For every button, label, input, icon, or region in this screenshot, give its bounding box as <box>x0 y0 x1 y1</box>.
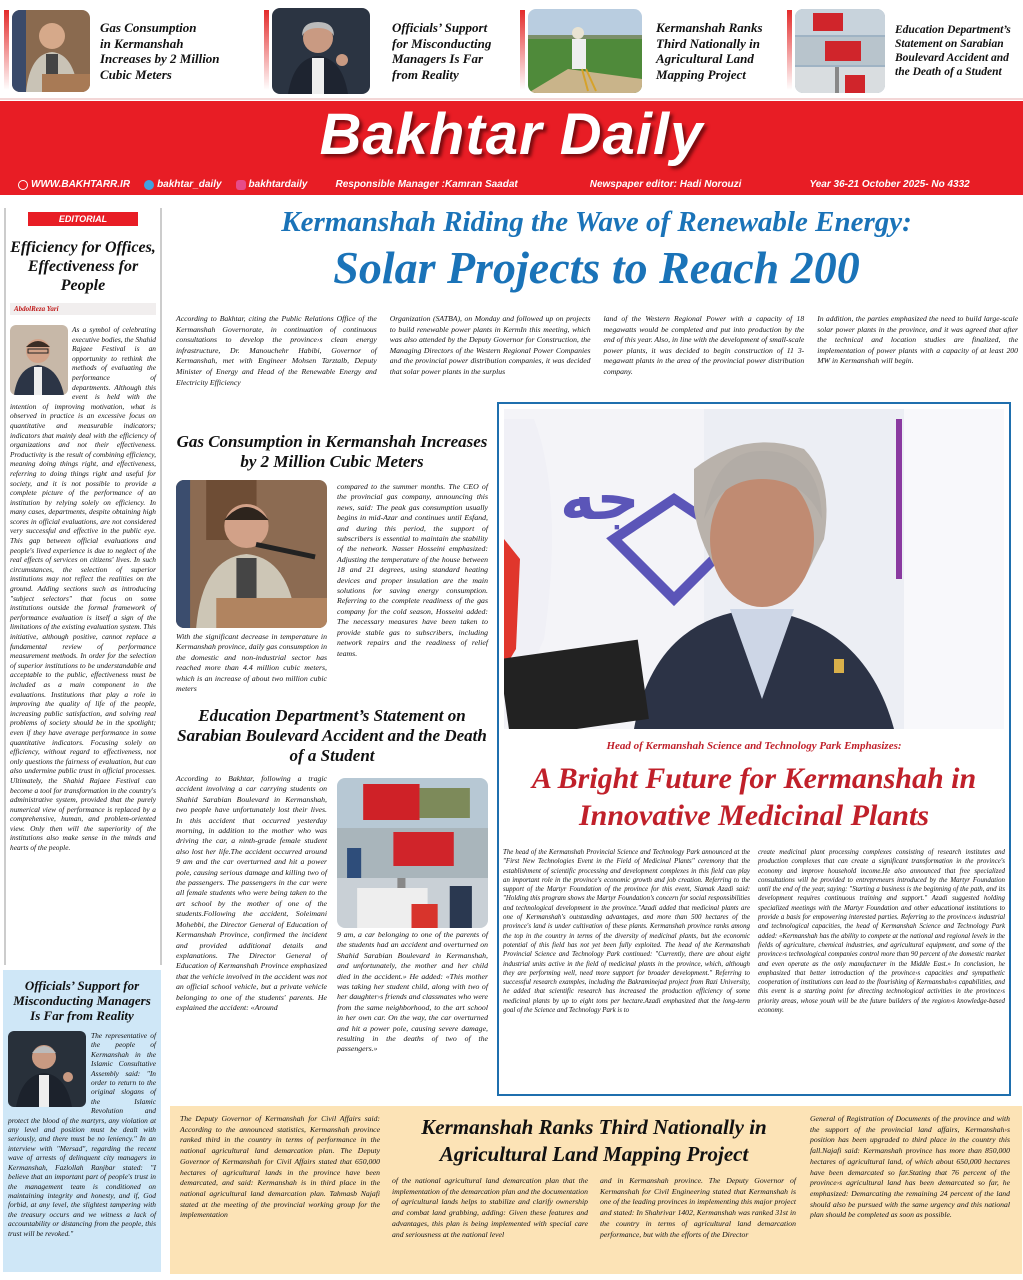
teaser-agriculture[interactable] <box>528 8 763 94</box>
instagram-link[interactable]: bakhtardaily <box>236 179 308 190</box>
education-column-2: 9 am, a car belonging to one of the parents of the students had an accident and overturned on Shahid Sarabian Boulevard in Kermanshah, and unfortunately, the mother and her child died in the accident.» He added: «This mother was taking her student child, along with two of her daughter›s friends and classmates who were from the same neighborhood, to the art school in her own car. On the way, the car overturned and hit a power pole, causing severe damage, resulting in the deaths of two of the passengers.» <box>337 774 488 1055</box>
education-article <box>176 706 488 1055</box>
solar-column-1: According to Bakhtar, citing the Public Relations Office of the Kermanshah Governorate, in continuation of continuous consultations to develop the province›s clean energy infrastructure, Dr. Manouchehr Habibi, Governor of Kermanshah, met with Engineer Mohsen Tarztalb, Deputy Minister of Energy and Head of the Renewable Energy and Electricity Efficiency <box>176 314 377 387</box>
gas-ceo-photo <box>176 480 327 628</box>
author-photo <box>10 325 68 395</box>
agriculture-title[interactable]: Kermanshah Ranks Third Nationally in Agricultural Land Mapping Project <box>421 1115 767 1166</box>
teaser-strip <box>0 0 1023 100</box>
newspaper-editor: Newspaper editor: Hadi Norouzi <box>589 179 742 190</box>
telegram-icon <box>144 180 154 190</box>
editorial-title[interactable]: Efficiency for Offices, Effectiveness for People <box>10 239 156 294</box>
masthead-info-bar <box>18 179 1018 190</box>
feature-title[interactable]: A Bright Future for Kermanshah in Innovative Medicinal Plants <box>531 762 977 832</box>
accident-scene-photo <box>337 778 488 928</box>
gas-body <box>176 482 488 694</box>
feature-article-box <box>497 402 1011 1096</box>
feature-body <box>503 848 1005 1015</box>
editorial-column <box>4 208 162 965</box>
teaser-title: Gas Consumption in Kermanshah Increases by 2 Million Cubic Meters <box>100 20 220 82</box>
responsible-manager: Responsible Manager :Kamran Saadat <box>335 179 518 190</box>
solar-column-4: In addition, the parties emphasized the need to build large-scale solar power plants in the province, and it was agreed that after the technical and location studies are finalized, the implementation of power plants with a capacity of at least 200 MW in Kermanshah will begin. <box>817 314 1018 366</box>
science-park-head-photo <box>504 409 1004 729</box>
instagram-icon <box>236 180 246 190</box>
gas-column-1: With the significant decrease in temperature in Kermanshah province, daily gas consumption in the domestic and non-industrial sector has reached more than 4.4 million cubic meters, which is an increase of about two million cubic meters <box>176 482 327 694</box>
teaser-photo-surveyor <box>528 9 642 93</box>
education-title[interactable]: Education Department’s Statement on Sarabian Boulevard Accident and the Death of a Student <box>177 706 487 765</box>
teaser-photo-official <box>272 8 370 94</box>
education-column-1: According to Bakhtar, following a tragic accident involving a car carrying students on Shahid Sarabian Boulevard in Kermanshah, two people have unfortunately lost their lives. In this accident that occurred yesterday morning, in addition to the mother who was driving the car, a ninth-grade female student also lost her life.The accident occurred around 9 am and the car overturned and hit a power pole, causing serious damage and killing two of the passengers. The passengers in the car were all female students who were being taken to the art school by the mother of one of the students.Following the accident, Soleimani Mohebbi, the Director General of Education of Kermanshah Province, confirmed the incident and provided additional details and explanations. The Director General of Education of Kermanshah Province emphasized that the vehicle involved in the accident was not an official school vehicle, but a private vehicle belonging to one of the students' parents. He explained the accident: «Around <box>176 774 327 1012</box>
official-photo <box>8 1031 86 1107</box>
teaser-title: Education Department’s Statement on Sarabian Boulevard Accident and the Death of a Student <box>895 24 1011 78</box>
gas-article <box>176 432 488 694</box>
teaser-gas[interactable] <box>12 8 220 94</box>
officials-body: The representative of the people of Kermanshah in the Islamic Consultative Assembly said: "In order to return to the original slogans of the Islamic Revolution and protect the blood of the martyrs, any violation at any level and position must be dealt with seriously, and there must be no leniency." In an interview with "Mersad", regarding the recent wave of arrests of delinquent city managers in Kermanshah, Fazlollah Ranjbar stated: "I believe that an important part of people's trust in the management team is conditioned on maintaining integrity and honesty, and if, God forbid, at any level, the slightest tampering with the treasury occurs and we witness a lack of accountability or distancing from the people, this trust will be revoked." <box>8 1031 156 1238</box>
feature-kicker: Head of Kermanshah Science and Technology Park Emphasizes: <box>606 740 902 752</box>
masthead <box>0 101 1023 195</box>
editorial-author: AbdolReza Yari <box>10 303 156 315</box>
officials-title[interactable]: Officials’ Support for Misconducting Managers Is Far from Reality <box>13 978 151 1023</box>
gas-column-2: compared to the summer months. The CEO of the provincial gas company, announcing this news, said: The peak gas consumption usually begins in mid-Azar and continues until Esfand, and during this period, the support of subscribers is essential to maintain the stability of the network. Nasser Hosseini emphasized: Adjusting the temperature of the house between 18 and 21 degrees, using standard heating devices and proper insulation are the main solutions for saving energy consumption. Referring to the complete readiness of the gas company for the cold season, Hosseini added: The necessary measures have been taken to provide stable gas to subscribers, including network repairs and the readiness of relief teams. <box>337 482 488 658</box>
svg-text:جه: جه <box>560 464 640 534</box>
website-link[interactable]: WWW.BAKHTARR.IR <box>18 179 130 190</box>
teaser-title: Officials’ Support for Misconducting Managers Is Far from Reality <box>392 20 492 82</box>
feature-column-2: create medicinal plant processing complexes consisting of research institutes and production complexes that can create a significant transformation in the province's economy and improve household income.He also announced that free specialized consultations will be provided to entrepreneurs introduced by the Martyr Foundation until the end of the year, saying: "Starting a business is the beginning of the path, and its development requires continuous training and support." Azadi suggested holding specialized meetings with the Martyr Foundation and other educational institutions to provide a basis for empowering interested parties. Referring to the province›s industrial and technological capacities, the head of Kermanshah Science and Technology Park added: «Kermanshah has the ability to compete at the national and regional levels in the fields of agriculture, chemical industries, and agricultural equipment, and some of the province›s technological companies control more than 90 percent of the domestic market and even operate as the only manufacturer in the Middle East.» In conclusion, he emphasized that better introduction of the province›s capacities and sympathetic cooperation of institutions can lead to the flourishing of Kermanshah›s capabilities, and this event is a starting point for directing technological activities in the province›s priority areas, whose youth will be the future builders of the region›s knowledge-based economy. <box>758 849 1005 1015</box>
newspaper-logo: Bakhtar Daily <box>319 102 704 167</box>
solar-article-body <box>176 314 1018 388</box>
feature-column-1: The head of the Kermanshah Provincial Science and Technology Park announced at the "First New Technologies Event in the Field of Medicinal Plants" ceremony that the establishment of scientific processing and development complexes in this field can play an important role in the province's economic growth and job creation. Referring to the support of the Martyr Foundation of the province for this event, Siamak Azadi said: "Holding this program shows the Martyr Foundation's concern for social responsibilities and technological development in the province."Azadi added that medicinal plants are one of Kermanshah's outstanding advantages, and more than 500 hectares of the province's land is under cultivation of these plants. Kermanshah province ranks among the top in the country in terms of the diversity of medicinal plants, but the economic potential of this field has not yet been fully exploited. The head of the Kermanshah Provincial Science and Technology Park continued: "Currently, there are about eight industrial units active in the field of medicinal plants in the province, which, although they are performing well, need more support for broader development." Referring to successful research examples, including the Bakraminejad project from Razi University, he added that scientific research has increased the production efficiency of some medicinal plants by up to eight tons per hectare.Azadi emphasized that the long-term goal of the Science and Technology Park is to <box>503 849 750 1015</box>
agriculture-column-4: General of Registration of Documents of the province and with the support of the provincial land affairs, Kermanshah›s position has been upgraded to third place in the country this fall.Najafi said: Kermanshah province has more than 850,000 hectares of agricultural land, of which about 650,000 hectares have been demarcated so far.Stating that 76 percent of the province›s agricultural land has been demarcated so far, he emphasized: Demarcating the remaining 24 percent of the land should also be pursued with the same urgency and this national plan should be completed as soon as possible. <box>810 1114 1010 1220</box>
solar-column-3: land of the Western Regional Power with a capacity of 18 megawatts would be completed and put into production by the end of this year. Also, in line with the development of small-scale power plants, it was decided to begin construction of 11 3-megawatt plants in the area of the provincial power distribution company. <box>603 314 805 376</box>
teaser-accent-bar <box>4 10 9 90</box>
teaser-accent-bar <box>787 10 792 90</box>
editorial-body: As a symbol of celebrating executive bodies, the Shahid Rajaee Festival is an opportunity to rethink the methods of evaluating the performance of departments. Although this event is held with the intention of improving motivation, what is observed in practice is an excessive focus on quantitative and measurable indicators; indicators that mainly deal with the efficiency of organizations and not their effectiveness. Productivity is the result of combining efficiency, meaning doing things right, and effectiveness, referring to doing things right and useful for society, and it is not possible to provide a complete picture of the performance of an institution by relying solely on efficiency. In many cases, departments, despite obtaining high scores in official evaluations, are not considered very successful and effective in the public eye. This gap between official evaluations and people's lived experience is due to neglect of the real effects of services on citizens' lives. In such circumstances, the selection of superior institutions may not reflect the realities on the ground. Adding sections such as introducing "subject selectors" that focus on some institutions outside the formal framework of performance evaluation is itself a sign of the limitations of the existing evaluation system. This initiative, although positive, cannot replace a fundamental review of performance measurement methods. In order for the selection of superior institutions to be understandable and acceptable to the public, effectiveness must be included as a main component in the evaluations. Institutions that play a role in improving the quality of life of the people, increasing public satisfaction, and solving real problems of society should be in the spotlight; even if they have average performance in some quantitative indicators. Focusing solely on efficiency, without regard to effectiveness, not only questions the fairness of evaluation, but can also undermine public trust in official processes. Ultimately, the Shahid Rajaee Festival can become a tool for transformation in the country's administrative system, provided that the purely numerical view of performance is replaced by a comprehensive, human, and problem-oriented view. Only then will the superiority of the institutions also make sense in the minds and hearts of the people. <box>10 325 156 853</box>
telegram-link[interactable]: bakhtar_daily <box>144 179 221 190</box>
officials-article <box>3 970 161 1272</box>
teaser-photo-firetrucks <box>795 9 885 93</box>
lead-headline[interactable] <box>170 205 1023 295</box>
issue-info: Year 36-21 October 2025- No 4332 <box>809 179 970 190</box>
solar-column-2: Organization (SATBA), on Monday and followed up on projects to build renewable power plants in KermIn this meeting, which was also attended by the Deputy Governor for Construction, the Managing Directors of the Western Regional Power Companies and the provincial power distribution companies, it was decided that solar power plants in the surplus <box>389 314 591 376</box>
gas-title[interactable]: Gas Consumption in Kermanshah Increases by 2 Million Cubic Meters <box>176 432 488 471</box>
teaser-title: Kermanshah Ranks Third Nationally in Agricultural Land Mapping Project <box>656 20 763 82</box>
agriculture-column-1: The Deputy Governor of Kermanshah for Civil Affairs said: According to the announced statistics, Kermanshah province ranked third in the country in terms of performance in the national agricultural land demarcation plan. The Deputy Governor of Kermanshah for Civil Affairs stated that 650,000 hectares of agricultural lands in the province have been demarcated, and said: Kermanshah is in third place in the national agricultural land demarcation plan. Tahmasb Najafi stated at the meeting of the provincial working group for the implementation <box>180 1114 380 1220</box>
globe-icon <box>18 180 28 190</box>
teaser-accent-bar <box>264 10 269 90</box>
teaser-education[interactable] <box>795 8 1011 94</box>
education-body <box>176 774 488 1055</box>
lead-headline-line-2: Solar Projects to Reach 200 <box>333 242 860 293</box>
teaser-photo-speaker <box>12 10 90 92</box>
teaser-officials[interactable] <box>272 8 491 94</box>
agriculture-column-2: of the national agricultural land demarcation plan that the implementation of the demarcation plan and the documentation of agricultural lands helps to stabilize and clarify ownership and combat land grabbing, adding: Given these features and advantages, this plan is being implemented with special care and seriousness at the national level <box>392 1176 588 1239</box>
agriculture-article <box>170 1106 1022 1274</box>
editorial-label: EDITORIAL <box>28 212 138 226</box>
teaser-accent-bar <box>520 10 525 90</box>
lead-headline-line-1: Kermanshah Riding the Wave of Renewable Energy: <box>281 206 912 238</box>
agriculture-column-3: and in Kermanshah province. The Deputy Governor of Kermanshah for Civil Engineering stated that Kermanshah is one of the leading provinces in implementing this major project and stated: In Shahrivar 1402, Kermanshah was ranked 31st in the country in terms of agricultural land demarcation performance, but with the efforts of the Director <box>600 1176 796 1239</box>
